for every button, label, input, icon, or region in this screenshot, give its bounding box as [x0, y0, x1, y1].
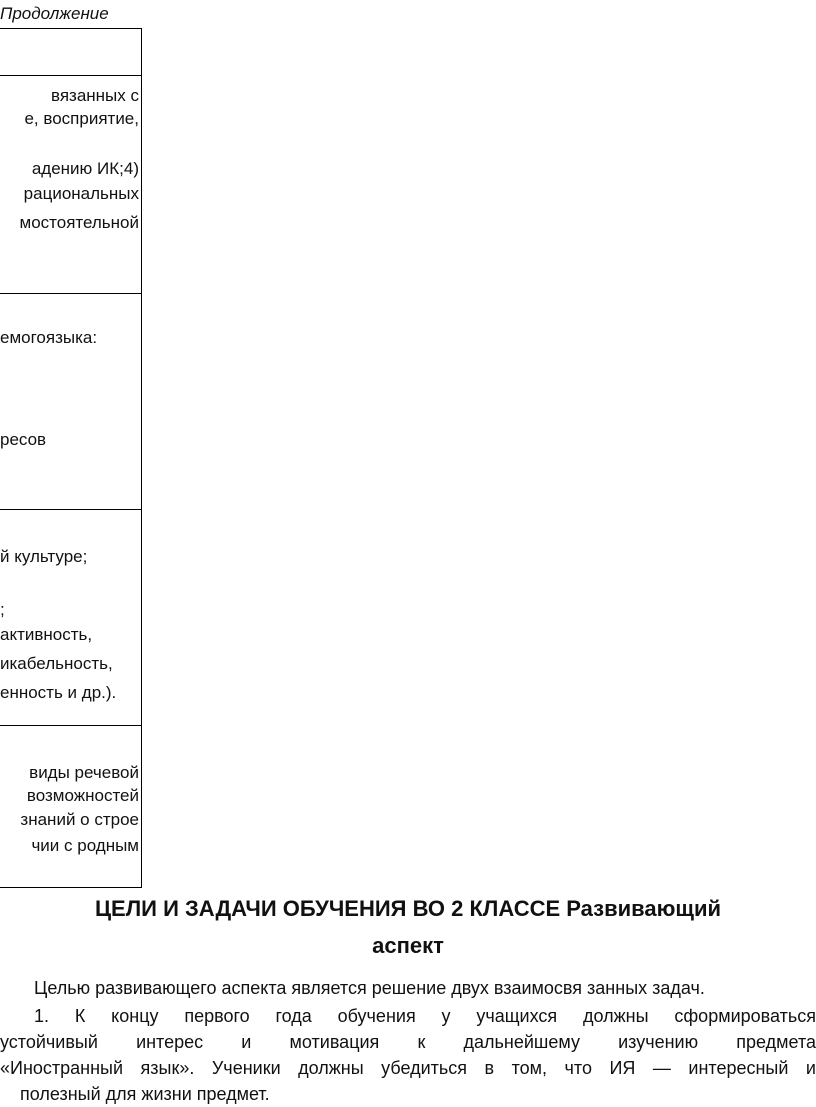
table-cell-line: возможностей: [26, 786, 139, 805]
row-divider: [0, 293, 142, 294]
row-divider: [0, 509, 142, 510]
table-cell-line: е, восприятие,: [24, 109, 139, 128]
table-cell-line: знаний о строе: [20, 810, 139, 829]
table-cell-line: активность,: [0, 625, 93, 644]
table-cell-line: емогоязыка:: [0, 328, 98, 347]
table-cell-line: виды речевой: [29, 763, 139, 782]
table-cell-line: ресов: [0, 430, 47, 449]
intro-paragraph: Целью развивающего аспекта является решение двух взаимосвя занных задач.: [34, 978, 705, 998]
section-title-continued: аспект: [372, 933, 444, 958]
continuation-caption: Продолжение: [0, 4, 109, 23]
table-cell-line: вязанных с: [50, 86, 139, 105]
table-cell-line: ;: [0, 600, 5, 619]
table-cell-line: рациональных: [23, 184, 139, 203]
table-cell-line: енность и др.).: [0, 683, 117, 702]
list-item-text: 1. К концу первого года обучения у учащихся должны сформироваться: [34, 1006, 816, 1026]
list-item-text: полезный для жизни предмет.: [20, 1084, 270, 1104]
table-cell-line: адению ИК;4): [31, 159, 139, 178]
row-divider: [0, 75, 142, 76]
table-cell-line: икабельность,: [0, 654, 113, 673]
table-cell-line: й культуре;: [0, 547, 88, 566]
row-divider: [0, 725, 142, 726]
table-cell-line: мостоятельной: [19, 213, 139, 232]
table-fragment: [0, 28, 142, 888]
section-title: ЦЕЛИ И ЗАДАЧИ ОБУЧЕНИЯ ВО 2 КЛАССЕ Развивающий: [94, 896, 722, 921]
list-item-text: устойчивый интерес и мотивация к дальнейшему изучению предмета: [0, 1032, 816, 1052]
table-cell-line: чии с родным: [31, 836, 139, 855]
list-item-text: «Иностранный язык». Ученики должны убедиться в том, что ИЯ — интересный и: [0, 1058, 816, 1078]
